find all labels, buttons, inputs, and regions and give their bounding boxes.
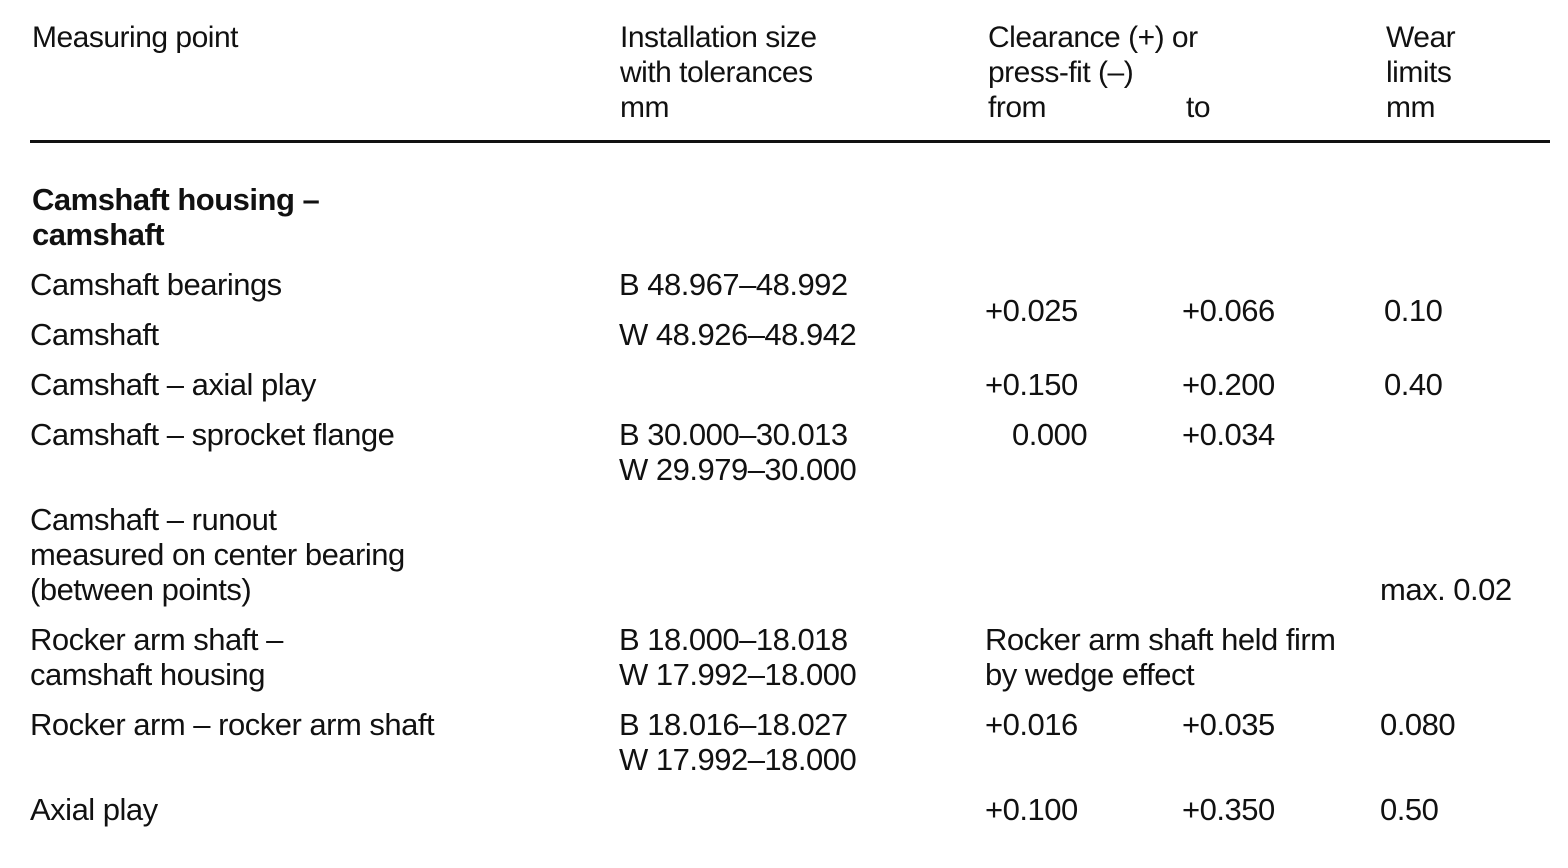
row-from: +0.016	[985, 707, 1078, 742]
row-wear: 0.080	[1380, 707, 1456, 742]
row-to: +0.066	[1182, 293, 1275, 328]
row-point: Rocker arm – rocker arm shaft	[30, 707, 435, 742]
header-installation-size: Installation size	[620, 21, 817, 54]
header-from: from	[988, 91, 1046, 124]
row-size: W 17.992–18.000	[619, 742, 857, 777]
row-size: W 29.979–30.000	[619, 452, 857, 487]
row-point: Camshaft – axial play	[30, 367, 316, 402]
section-title: Camshaft housing –	[32, 182, 320, 217]
row-point: Rocker arm shaft –	[30, 622, 283, 657]
row-point: Camshaft bearings	[30, 267, 282, 302]
row-to: +0.350	[1182, 792, 1275, 827]
header-to: to	[1186, 91, 1211, 124]
header-wear: Wear	[1386, 21, 1456, 54]
row-size: B 48.967–48.992	[619, 267, 848, 302]
row-note: by wedge effect	[985, 657, 1195, 692]
row-from: +0.150	[985, 367, 1078, 402]
row-size: B 30.000–30.013	[619, 417, 848, 452]
section-title-cont: camshaft	[32, 217, 165, 252]
row-point: measured on center bearing	[30, 537, 405, 572]
header-limits: limits	[1386, 56, 1452, 89]
row-wear: 0.50	[1380, 792, 1439, 827]
header-installation-unit: mm	[620, 91, 669, 124]
header-divider	[30, 140, 1550, 143]
header-with-tolerances: with tolerances	[620, 56, 813, 89]
row-point: Axial play	[30, 792, 158, 827]
row-size: W 17.992–18.000	[619, 657, 857, 692]
header-wear-unit: mm	[1386, 91, 1435, 124]
row-to: +0.035	[1182, 707, 1275, 742]
row-to: +0.200	[1182, 367, 1275, 402]
row-size: B 18.000–18.018	[619, 622, 848, 657]
row-note: Rocker arm shaft held firm	[985, 622, 1336, 657]
row-wear: 0.10	[1384, 293, 1443, 328]
row-from: +0.025	[985, 293, 1078, 328]
row-point: Camshaft – runout	[30, 502, 277, 537]
row-point: Camshaft – sprocket flange	[30, 417, 395, 452]
row-point: (between points)	[30, 572, 252, 607]
row-wear: 0.40	[1384, 367, 1443, 402]
row-size: W 48.926–48.942	[619, 317, 857, 352]
row-to: +0.034	[1182, 417, 1275, 452]
header-clearance: Clearance (+) or	[988, 21, 1198, 54]
row-point: Camshaft	[30, 317, 159, 352]
header-press-fit: press-fit (–)	[988, 56, 1134, 89]
row-point: camshaft housing	[30, 657, 265, 692]
row-wear: max. 0.02	[1380, 572, 1512, 607]
row-from: +0.100	[985, 792, 1078, 827]
row-size: B 18.016–18.027	[619, 707, 848, 742]
row-from: 0.000	[1012, 417, 1088, 452]
header-measuring-point: Measuring point	[32, 21, 238, 54]
